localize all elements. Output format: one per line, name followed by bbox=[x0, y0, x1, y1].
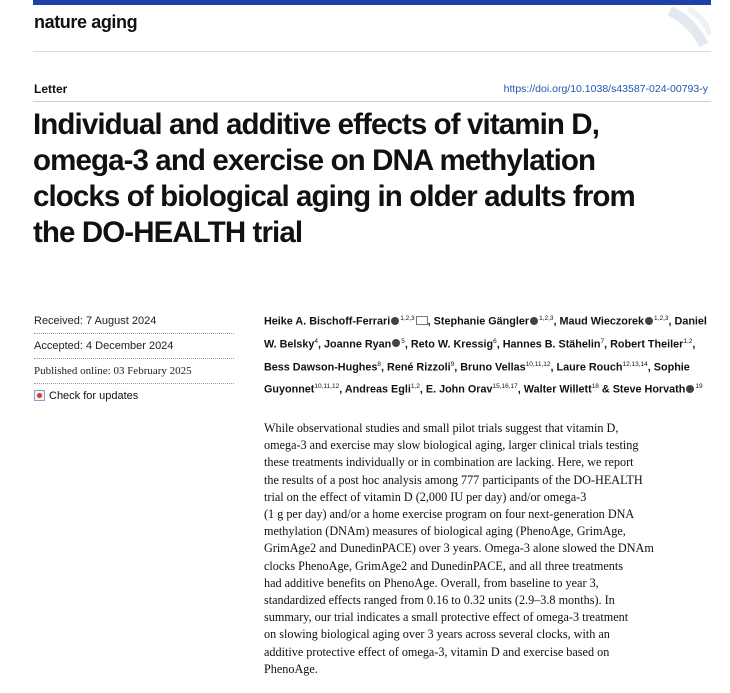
author-name[interactable]: Andreas Egli bbox=[344, 383, 411, 396]
abstract-line: GrimAge2 and DunedinPACE) over 3 years. Omega-3 alone slowed the DNAm bbox=[264, 541, 654, 556]
abstract-line: clocks PhenoAge, GrimAge2 and DunedinPACE, and all three treatments bbox=[264, 558, 624, 573]
author-affiliation: 1,2,3 bbox=[539, 315, 554, 322]
check-for-updates-button[interactable] bbox=[34, 384, 234, 408]
author-name[interactable]: Daniel W. Belsky bbox=[264, 315, 707, 351]
title-line: omega-3 and exercise on DNA methylation bbox=[33, 144, 596, 177]
abstract bbox=[264, 420, 716, 678]
abstract-line: While observational studies and small pilot trials suggest that vitamin D, bbox=[264, 421, 619, 435]
author-name[interactable]: E. John Orav bbox=[425, 383, 493, 396]
abstract-line: methylation (DNAm) measures of biological aging (PhenoAge, GrimAge, bbox=[264, 524, 626, 539]
author-name[interactable]: Bruno Vellas bbox=[460, 361, 526, 374]
email-icon[interactable] bbox=[416, 316, 428, 325]
article-title bbox=[33, 107, 713, 251]
author-name[interactable]: Bess Dawson-Hughes bbox=[264, 361, 378, 374]
author-affiliation: 18 bbox=[591, 383, 599, 391]
abstract-line: (1 g per day) and/or a home exercise program on four next-generation DNA bbox=[264, 507, 635, 522]
title-line: Individual and additive effects of vitamin D, bbox=[33, 108, 599, 141]
accepted-date: Accepted: 4 December 2024 bbox=[34, 334, 234, 359]
author-list: Heike A. Bischoff-Ferrari $^{1,2,3}$ , Stephanie Gängler $^{1,2,3}$, Maud Wieczorek $^{1,2,3}$, Daniel W. Belsky$^4$, Joanne Ryan $^5$, Reto W. Kressig$^6$, Hannes B. Stähelin$^7$, Robert Theiler$^{1,2}$, Bess Dawson-Hughes$^8$, René Rizzoli$^9$, Bruno Vellas$^{10,11,12}$, Laure Rouch$^{12,13,14}$, Sophie Guyonnet$^{10,11,12}$, Andreas Egli$^{1,2}$, E. John Orav$^{15,16,17}$, Walter Willett$^{18}$ & Steve Horvath $^{19}$ bbox=[264, 315, 707, 396]
author-affiliation: 9 bbox=[450, 360, 455, 368]
journal-top-bar bbox=[33, 0, 711, 5]
author-affiliation: 19 bbox=[695, 383, 703, 391]
abstract-line: PhenoAge. bbox=[264, 661, 318, 676]
header-divider bbox=[33, 51, 711, 52]
abstract-line: these treatments individually or in combination are lacking. Here, we report bbox=[264, 455, 634, 470]
author-affiliation: 15,16,17 bbox=[492, 383, 518, 391]
author-name[interactable]: Laure Rouch bbox=[556, 361, 623, 374]
abstract-line: additive protective effect of omega-3, vitamin D and exercise based on bbox=[264, 644, 610, 659]
abstract-line: the results of a post hoc analysis among 777 participants of the DO-HEALTH bbox=[264, 472, 643, 487]
author-affiliation: 6 bbox=[493, 337, 497, 345]
abstract-line: standardized effects ranged from 0.16 to 0.32 units (2.9–3.8 months). In bbox=[264, 593, 615, 608]
title-line: the DO-HEALTH trial bbox=[33, 216, 303, 249]
abstract-line: had additive benefits on PhenoAge. Overall, from baseline to year 3, bbox=[264, 575, 599, 590]
orcid-icon[interactable] bbox=[645, 317, 653, 325]
author-name[interactable]: Robert Theiler bbox=[610, 338, 684, 351]
author-name[interactable]: Sophie Guyonnet bbox=[264, 361, 690, 396]
orcid-icon[interactable] bbox=[686, 385, 694, 393]
published-date: Published online: 03 February 2025 bbox=[34, 359, 234, 384]
abstract-line: trial on the effect of vitamin D (2,000 IU per day) and/or omega-3 bbox=[264, 489, 587, 504]
author-name[interactable]: Walter Willett bbox=[523, 383, 592, 396]
check-updates-label: Check for updates bbox=[49, 390, 139, 402]
author-affiliation: 7 bbox=[600, 337, 605, 345]
author-affiliation: 1,2 bbox=[410, 383, 420, 391]
check-updates-icon bbox=[34, 390, 45, 401]
author-affiliation: 10,11,12 bbox=[525, 360, 551, 368]
doi-link[interactable]: https://doi.org/10.1038/s43587-024-00793-y bbox=[503, 83, 708, 95]
author-name[interactable]: Joanne Ryan bbox=[324, 338, 392, 351]
orcid-icon[interactable] bbox=[391, 317, 399, 325]
author-name[interactable]: Reto W. Kressig bbox=[410, 338, 494, 351]
author-affiliation: 1,2 bbox=[683, 337, 693, 345]
author-name[interactable]: Maud Wieczorek bbox=[559, 315, 645, 328]
article-type-divider bbox=[33, 101, 711, 102]
author-name[interactable]: René Rizzoli bbox=[387, 361, 451, 374]
article-dates-panel bbox=[34, 309, 234, 408]
author-name[interactable]: Hannes B. Stähelin bbox=[502, 338, 601, 351]
abstract-line: on slowing biological aging over 3 years across several clocks, with an bbox=[264, 627, 610, 642]
abstract-line: omega-3 and exercise may slow biological aging, larger clinical trials testing bbox=[264, 438, 639, 453]
author-affiliation: 8 bbox=[377, 360, 382, 368]
author-affiliation: 5 bbox=[401, 337, 405, 345]
author-affiliation: 4 bbox=[314, 337, 319, 345]
article-type-label: Letter bbox=[34, 82, 68, 96]
author-name[interactable]: Stephanie Gängler bbox=[433, 315, 530, 328]
journal-name[interactable]: nature aging bbox=[34, 12, 138, 32]
abstract-line: summary, our trial indicates a small protective effect of omega-3 treatment bbox=[264, 610, 629, 625]
orcid-icon[interactable] bbox=[530, 317, 538, 325]
author-affiliation: 10,11,12 bbox=[314, 383, 340, 391]
author-name[interactable]: Heike A. Bischoff-Ferrari bbox=[264, 315, 391, 328]
orcid-icon[interactable] bbox=[392, 339, 400, 347]
author-name[interactable]: Steve Horvath bbox=[612, 383, 686, 396]
author-affiliation: 12,13,14 bbox=[622, 360, 648, 368]
received-date: Received: 7 August 2024 bbox=[34, 309, 234, 334]
title-line: clocks of biological aging in older adults from bbox=[33, 180, 635, 213]
header-banner-art bbox=[600, 7, 711, 47]
author-affiliation: 1,2,3 bbox=[400, 315, 415, 322]
author-affiliation: 1,2,3 bbox=[654, 315, 669, 322]
